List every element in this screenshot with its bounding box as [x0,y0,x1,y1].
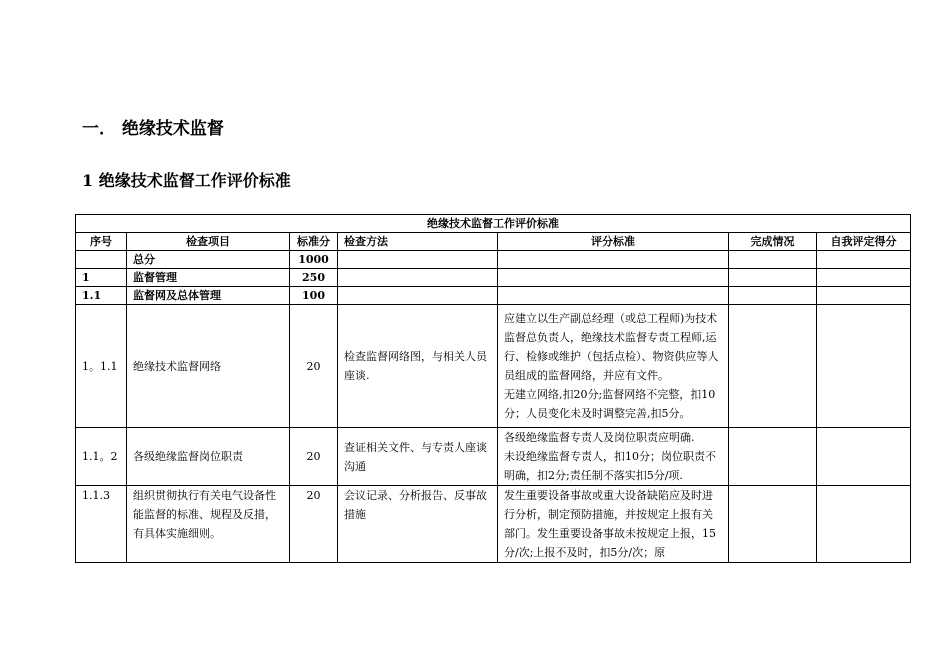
cell-criteria [498,251,729,269]
cell-criteria [498,269,729,287]
cell-no [76,251,127,269]
cell-criteria: 应建立以生产副总经理（或总工程师)为技术监督总负责人，绝缘技术监督专责工程师,运行、检修或维护（包括点检）、物资供应等人员组成的监督网络，并应有文件。 无建立网络,扣20分;监督网络不完整，扣10分；人员变化未及时调整完善,扣5分。 [498,305,729,428]
column-header-criteria: 评分标准 [498,233,729,251]
cell-score: 1000 [290,251,338,269]
cell-self [817,269,911,287]
cell-criteria: 发生重要设备事故或重大设备缺陷应及时进行分析，制定预防措施，并按规定上报有关部门。发生重要设备事故未按规定上报，15分/次;上报不及时，扣5分/次；原 [498,486,729,563]
table-row [76,287,911,305]
cell-self [817,287,911,305]
table-row [76,251,911,269]
cell-item: 监督管理 [127,269,290,287]
cell-item: 组织贯彻执行有关电气设备性能监督的标准、规程及反措，有具体实施细则。 [127,486,290,563]
cell-method [338,251,498,269]
cell-item: 各级绝缘监督岗位职责 [127,428,290,486]
cell-score: 20 [290,305,338,428]
cell-score: 100 [290,287,338,305]
cell-self [817,486,911,563]
table-row [76,428,911,486]
cell-method [338,287,498,305]
cell-method [338,269,498,287]
cell-self [817,251,911,269]
cell-done [729,305,817,428]
column-header-done: 完成情况 [729,233,817,251]
column-header-no: 序号 [76,233,127,251]
section-heading: 一． 绝缘技术监督 [82,119,224,139]
cell-method: 会议记录、分析报告、反事故措施 [338,486,498,563]
column-header-score: 标准分 [290,233,338,251]
cell-done [729,486,817,563]
cell-criteria: 各级绝缘监督专责人及岗位职责应明确. 未设绝缘监督专责人，扣10分；岗位职责不明确，扣2分;责任制不落实扣5分/项. [498,428,729,486]
cell-done [729,251,817,269]
cell-item: 总分 [127,251,290,269]
cell-score: 20 [290,486,338,563]
cell-done [729,428,817,486]
column-header-self: 自我评定得分 [817,233,911,251]
cell-no: 1 [76,269,127,287]
table-title: 绝缘技术监督工作评价标准 [76,215,911,233]
cell-no: 1。1.1 [76,305,127,428]
cell-no: 1.1.3 [76,486,127,563]
cell-item: 监督网及总体管理 [127,287,290,305]
table-title-row [76,215,911,233]
cell-method: 检查监督网络图，与相关人员座谈. [338,305,498,428]
cell-no: 1.1 [76,287,127,305]
cell-criteria [498,287,729,305]
cell-no: 1.1。2 [76,428,127,486]
table-row [76,305,911,428]
cell-self [817,428,911,486]
cell-method: 查证相关文件、与专责人座谈沟通 [338,428,498,486]
subsection-heading: 1 绝缘技术监督工作评价标准 [82,171,291,190]
table-header-row [76,233,911,251]
cell-score: 250 [290,269,338,287]
cell-done [729,287,817,305]
column-header-item: 检查项目 [127,233,290,251]
table-row [76,269,911,287]
column-header-method: 检查方法 [338,233,498,251]
table-row [76,486,911,563]
evaluation-table [75,214,911,563]
cell-done [729,269,817,287]
cell-score: 20 [290,428,338,486]
cell-item: 绝缘技术监督网络 [127,305,290,428]
cell-self [817,305,911,428]
